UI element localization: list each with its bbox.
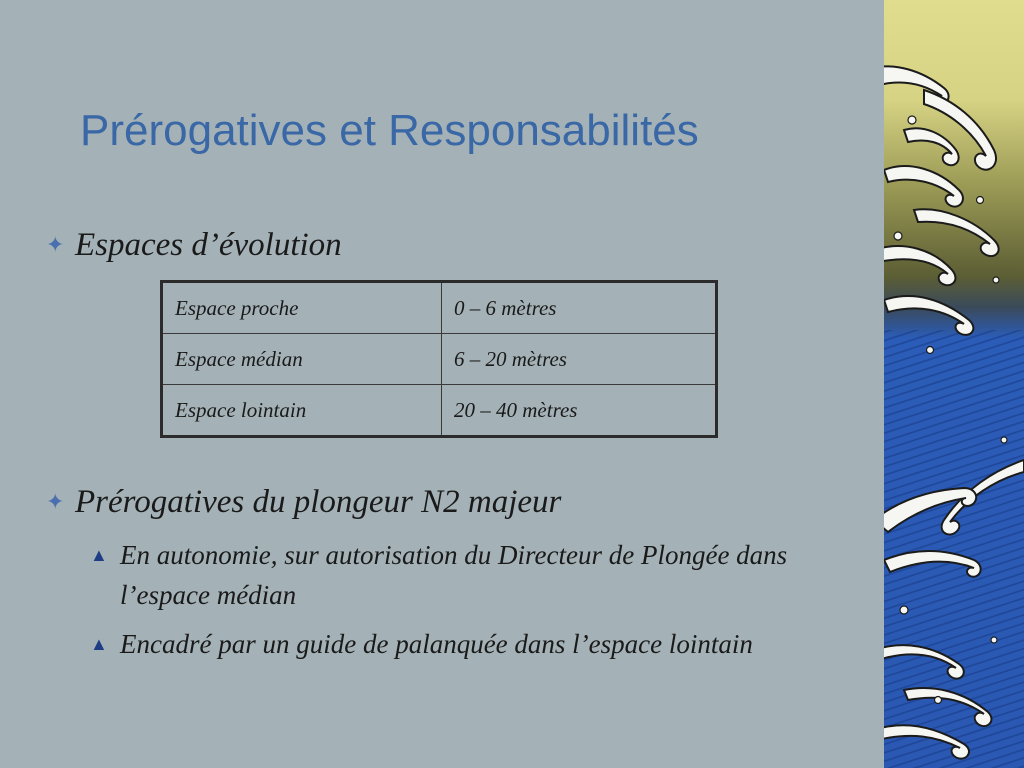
- wave-illustration-panel: [884, 0, 1024, 768]
- table-row: [162, 282, 717, 334]
- triangle-bullet-icon: ▲: [90, 545, 108, 565]
- triangle-bullet-icon: ▲: [90, 634, 108, 654]
- sub-bullet-autonomie: [90, 535, 810, 615]
- table-cell-zone: Espace proche: [162, 282, 442, 334]
- table-cell-range: 0 – 6 mètres: [442, 282, 717, 334]
- sub-bullet-text: En autonomie, sur autorisation du Directeur de Plongée dans l’espace médian: [120, 540, 788, 610]
- table-row: [162, 385, 717, 437]
- slide-title: Prérogatives et Responsabilités: [80, 106, 699, 155]
- table-cell-zone: Espace lointain: [162, 385, 442, 437]
- sub-bullet-encadre: [90, 624, 810, 664]
- table-cell-zone: Espace médian: [162, 334, 442, 385]
- bullet-label: Espaces d’évolution: [75, 227, 342, 263]
- table-cell-range: 20 – 40 mètres: [442, 385, 717, 437]
- star-bullet-icon: ✦: [46, 489, 65, 514]
- distance-table: [160, 280, 718, 438]
- wave-illustration-icon: [884, 0, 1024, 768]
- table-cell-range: 6 – 20 mètres: [442, 334, 717, 385]
- star-bullet-icon: ✦: [46, 232, 65, 257]
- bullet-label: Prérogatives du plongeur N2 majeur: [75, 484, 562, 520]
- sub-bullet-text: Encadré par un guide de palanquée dans l’espace lointain: [120, 629, 753, 659]
- table-row: [162, 334, 717, 385]
